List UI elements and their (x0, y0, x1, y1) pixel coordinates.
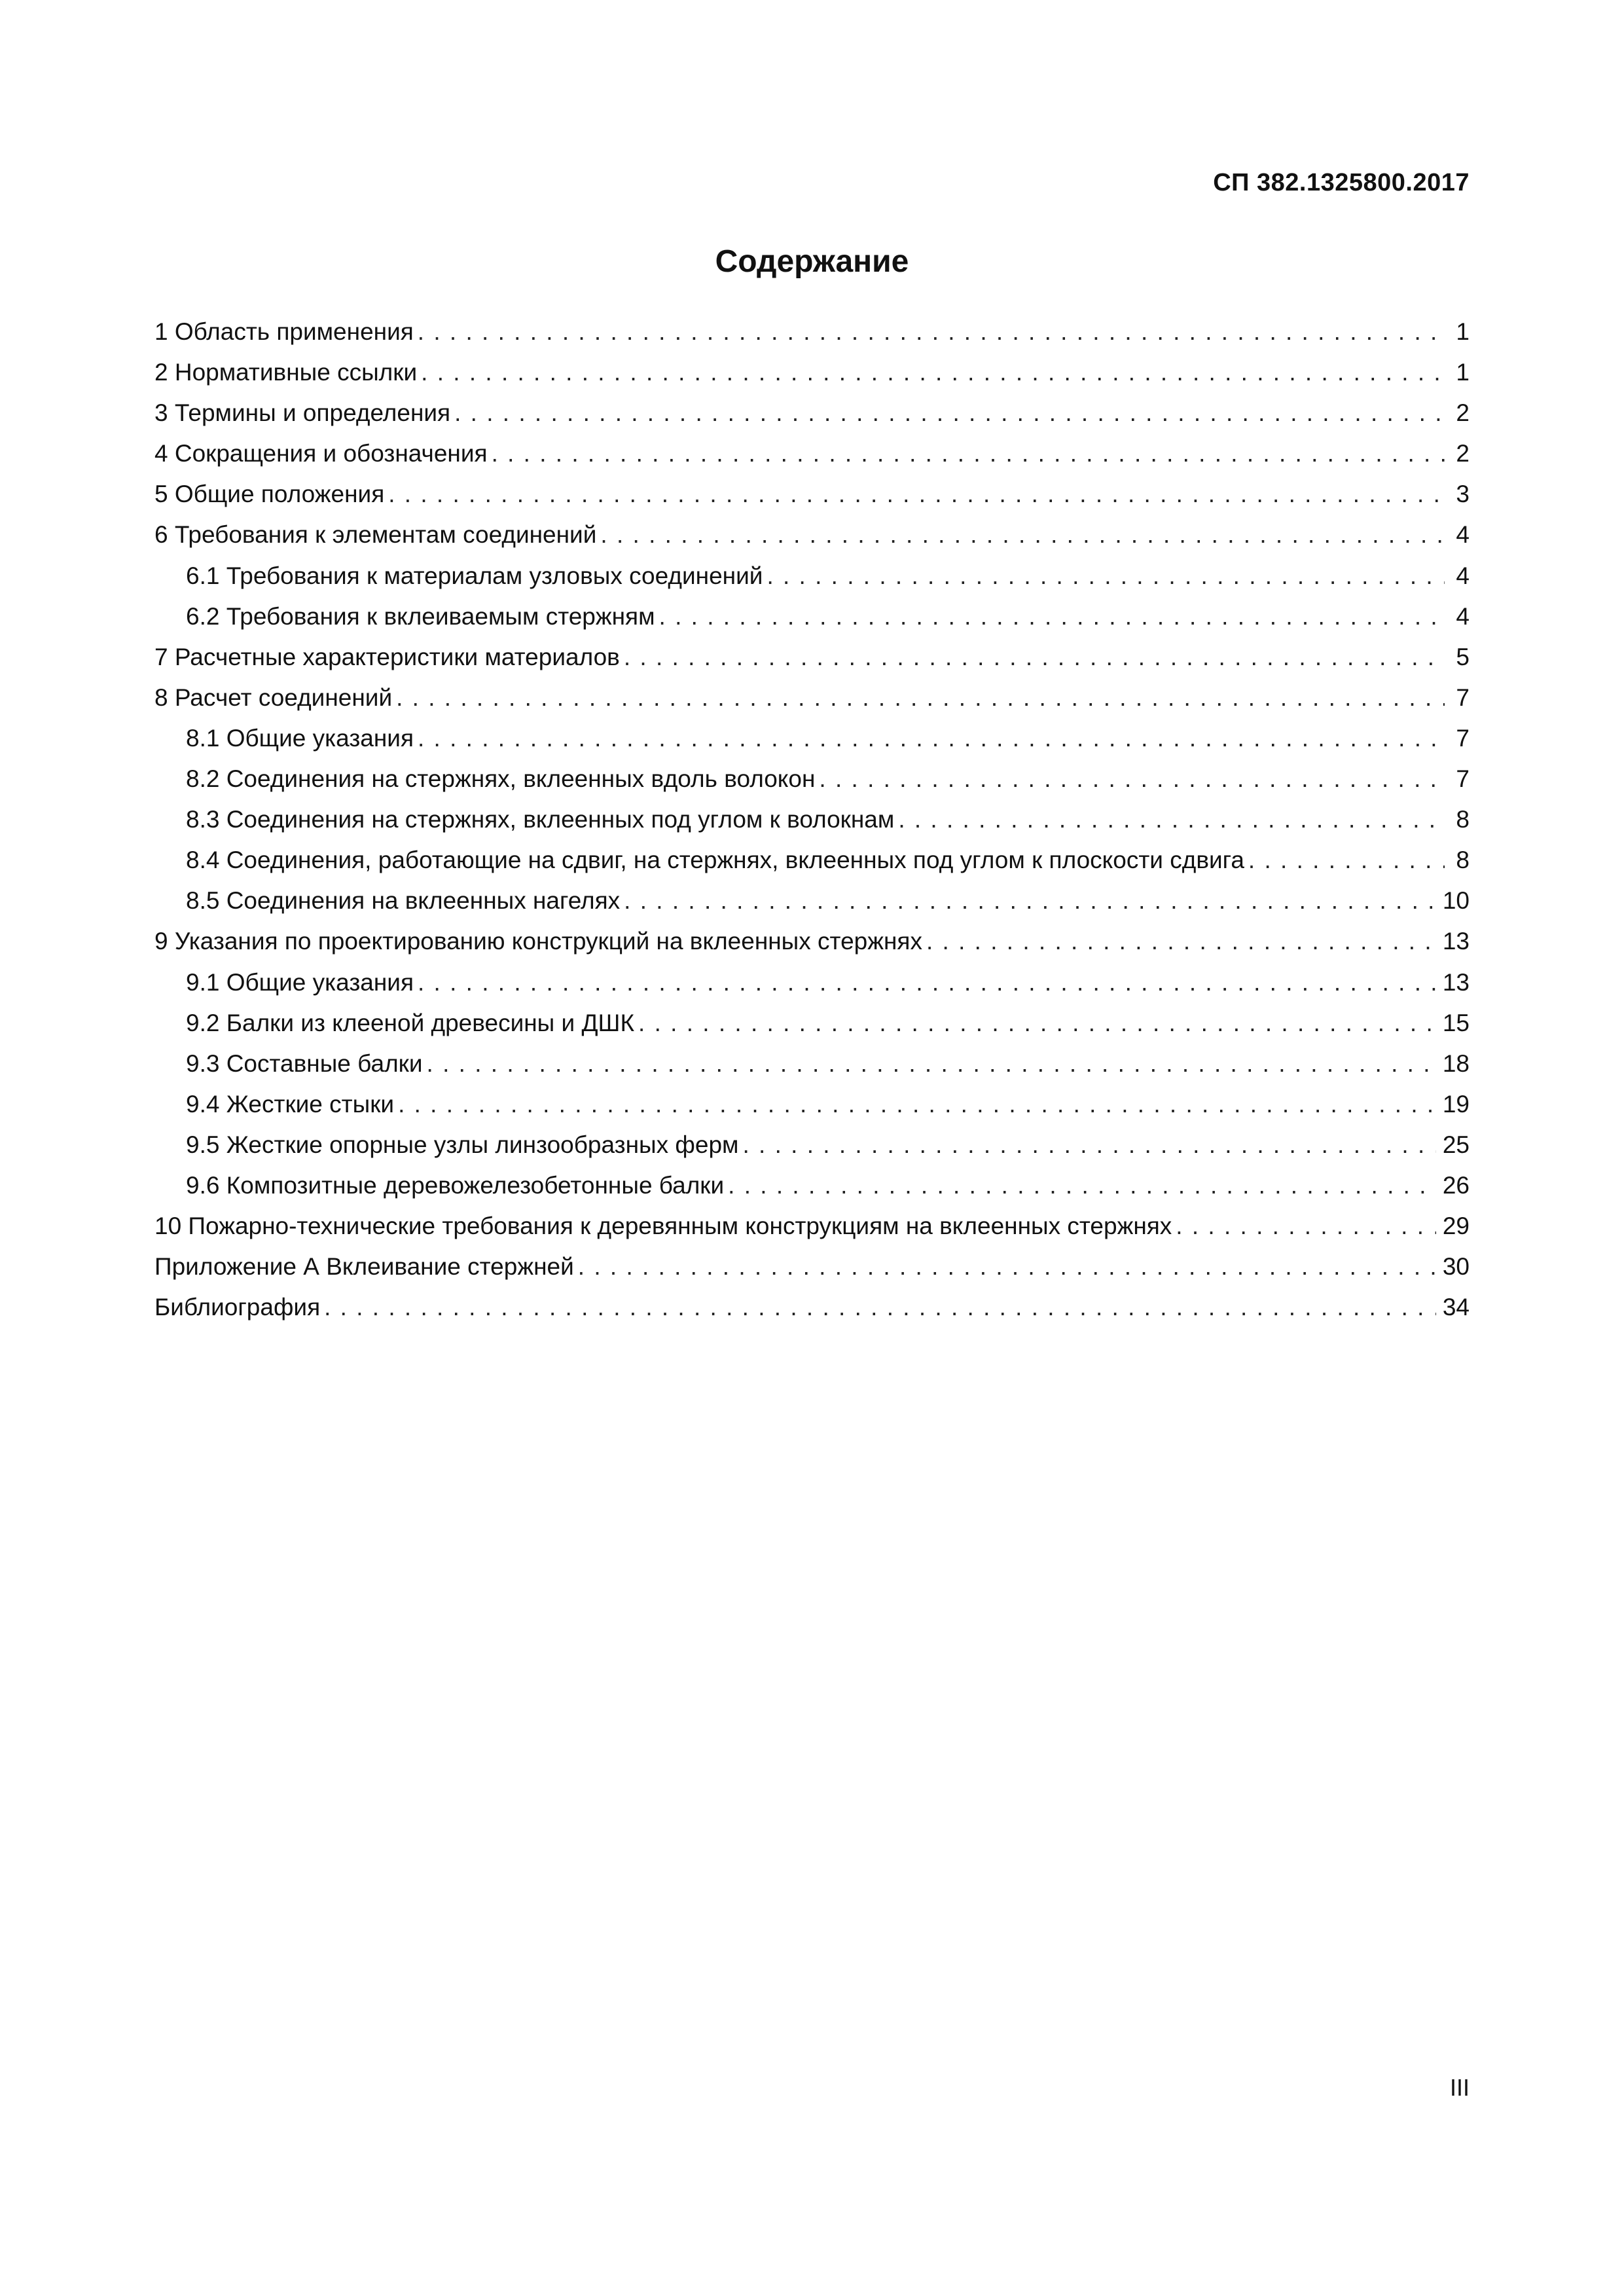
toc-item-label: 8.1 Общие указания (186, 724, 414, 752)
dot-leader (638, 1003, 1436, 1044)
toc-subitem[interactable] (154, 1044, 1470, 1084)
toc-subitem[interactable] (154, 799, 1470, 840)
toc-item[interactable] (154, 1247, 1470, 1287)
dot-leader (418, 718, 1445, 759)
toc-item-page: 25 (1442, 1131, 1470, 1158)
toc-item-label: 4 Сокращения и обозначения (154, 440, 488, 467)
dot-leader (421, 352, 1445, 393)
dot-leader (600, 515, 1445, 555)
toc-item-label: 8 Расчет соединений (154, 683, 393, 711)
toc-item-page: 30 (1442, 1253, 1470, 1281)
toc-item-label: 9.1 Общие указания (186, 968, 414, 996)
toc-item-label: 6 Требования к элементам соединений (154, 521, 597, 549)
toc-item-page: 7 (1456, 724, 1470, 752)
toc-item[interactable] (154, 515, 1470, 555)
dot-leader (767, 556, 1445, 596)
toc-item-label: 9.2 Балки из клееной древесины и ДШК (186, 1009, 635, 1036)
toc-item-label: 6.1 Требования к материалам узловых соединений (186, 562, 763, 589)
toc-item-page: 15 (1442, 1009, 1470, 1036)
toc-item[interactable] (154, 474, 1470, 515)
toc-item[interactable] (154, 433, 1470, 474)
toc-subitem[interactable] (154, 1165, 1470, 1206)
toc-item-page: 13 (1442, 928, 1470, 955)
dot-leader (1176, 1206, 1436, 1247)
toc-item-label: 9.4 Жесткие стыки (186, 1090, 395, 1118)
toc-item[interactable] (154, 312, 1470, 352)
toc-item-label: 7 Расчетные характеристики материалов (154, 643, 620, 670)
toc-item-page: 8 (1456, 806, 1470, 833)
toc-item-page: 1 (1456, 359, 1470, 386)
dot-leader (492, 433, 1445, 474)
toc-item[interactable] (154, 352, 1470, 393)
dot-leader (624, 637, 1445, 678)
toc-subitem[interactable] (154, 1084, 1470, 1125)
toc-item-label: 8.5 Соединения на вклеенных нагелях (186, 887, 621, 915)
toc-item-label: Приложение А Вклеивание стержней (154, 1253, 574, 1281)
toc-item-page: 4 (1456, 521, 1470, 549)
table-of-contents (154, 312, 1470, 1328)
toc-subitem[interactable] (154, 556, 1470, 596)
toc-item-label: 8.4 Соединения, работающие на сдвиг, на стержнях, вклеенных под углом к плоскости сдвига (186, 847, 1244, 874)
dot-leader (418, 312, 1445, 352)
toc-item-page: 13 (1442, 968, 1470, 996)
dot-leader (926, 921, 1436, 962)
toc-item-label: 10 Пожарно-технические требования к деревянным конструкциям на вклеенных стержнях (154, 1212, 1172, 1240)
toc-item-label: 1 Область применения (154, 318, 414, 345)
toc-item-label: 3 Термины и определения (154, 399, 451, 427)
toc-title: Содержание (715, 244, 909, 279)
toc-item-page: 1 (1456, 318, 1470, 345)
dot-leader (388, 474, 1445, 515)
toc-item-page: 7 (1456, 765, 1470, 793)
dot-leader (578, 1247, 1436, 1287)
toc-subitem[interactable] (154, 840, 1470, 881)
dot-leader (454, 393, 1445, 433)
toc-subitem[interactable] (154, 881, 1470, 921)
toc-item-page: 19 (1442, 1090, 1470, 1118)
toc-subitem[interactable] (154, 1125, 1470, 1165)
dot-leader (819, 759, 1445, 799)
toc-item-page: 2 (1456, 440, 1470, 467)
document-code: СП 382.1325800.2017 (1213, 169, 1470, 196)
toc-item-label: 8.2 Соединения на стержнях, вклеенных вдоль волокон (186, 765, 816, 793)
toc-item-label: Библиография (154, 1294, 321, 1321)
toc-item-page: 3 (1456, 481, 1470, 508)
toc-item[interactable] (154, 393, 1470, 433)
toc-item[interactable] (154, 678, 1470, 718)
toc-subitem[interactable] (154, 718, 1470, 759)
toc-item[interactable] (154, 921, 1470, 962)
toc-item[interactable] (154, 637, 1470, 678)
dot-leader (396, 678, 1445, 718)
toc-item-label: 2 Нормативные ссылки (154, 359, 418, 386)
toc-item-page: 8 (1456, 847, 1470, 874)
toc-item-label: 9.5 Жесткие опорные узлы линзообразных ферм (186, 1131, 739, 1158)
toc-item[interactable] (154, 1206, 1470, 1247)
toc-item-page: 29 (1442, 1212, 1470, 1240)
dot-leader (427, 1044, 1436, 1084)
toc-subitem[interactable] (154, 962, 1470, 1003)
dot-leader (624, 881, 1436, 921)
toc-subitem[interactable] (154, 1003, 1470, 1044)
dot-leader (398, 1084, 1436, 1125)
toc-item-label: 6.2 Требования к вклеиваемым стержням (186, 602, 655, 630)
dot-leader (742, 1125, 1435, 1165)
toc-item[interactable] (154, 1287, 1470, 1328)
toc-item-page: 7 (1456, 683, 1470, 711)
toc-item-page: 2 (1456, 399, 1470, 427)
toc-item-page: 10 (1442, 887, 1470, 915)
toc-item-page: 26 (1442, 1171, 1470, 1199)
toc-item-label: 9.3 Составные балки (186, 1049, 423, 1077)
dot-leader (898, 799, 1445, 840)
toc-subitem[interactable] (154, 596, 1470, 637)
dot-leader (1248, 840, 1445, 881)
toc-subitem[interactable] (154, 759, 1470, 799)
toc-item-label: 5 Общие положения (154, 481, 385, 508)
toc-item-label: 8.3 Соединения на стержнях, вклеенных под углом к волокнам (186, 806, 895, 833)
toc-item-page: 4 (1456, 562, 1470, 589)
toc-item-page: 34 (1442, 1294, 1470, 1321)
dot-leader (659, 596, 1445, 637)
toc-item-label: 9.6 Композитные деревожелезобетонные балки (186, 1171, 725, 1199)
page-number: III (1449, 2074, 1470, 2101)
dot-leader (728, 1165, 1436, 1206)
toc-item-page: 5 (1456, 643, 1470, 670)
toc-item-page: 18 (1442, 1049, 1470, 1077)
dot-leader (418, 962, 1436, 1003)
dot-leader (324, 1287, 1436, 1328)
toc-item-label: 9 Указания по проектированию конструкций на вклеенных стержнях (154, 928, 922, 955)
toc-item-page: 4 (1456, 602, 1470, 630)
